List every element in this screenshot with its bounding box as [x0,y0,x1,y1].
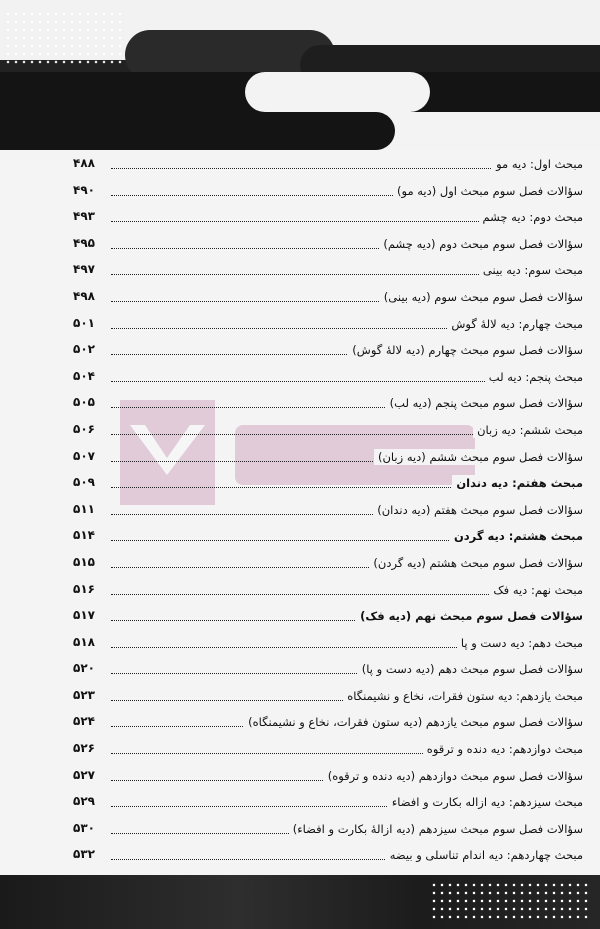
toc-entry-page-number: ۵۰۲ [73,341,98,357]
toc-entry-page-number: ۵۰۵ [73,394,98,410]
toc-entry-title: مبحث نهم: دیه فک [489,582,583,598]
toc-entry-page-number: ۵۱۸ [73,634,98,650]
toc-entry[interactable] [73,205,583,232]
toc-entry[interactable] [73,737,583,764]
toc-entry[interactable] [73,258,583,285]
toc-entry-title: سؤالات فصل سوم مبحث یازدهم (دیه ستون فقرات، نخاع و نشیمنگاه) [244,714,583,730]
toc-entry[interactable] [73,418,583,445]
toc-entry-page-number: ۵۲۰ [73,660,98,676]
toc-entry-page-number: ۵۳۲ [73,846,98,862]
toc-entry-title: سؤالات فصل سوم مبحث دهم (دیه دست و پا) [358,661,583,677]
toc-entry-page-number: ۴۹۰ [73,182,98,198]
toc-entry[interactable] [73,604,583,631]
toc-entry-title: مبحث اول: دیه مو [492,156,583,172]
toc-entry-title: سؤالات فصل سوم مبحث سیزدهم (دیه ازالهٔ بکارت و افضاء) [289,821,583,837]
toc-entry-page-number: ۵۲۴ [73,713,98,729]
toc-entry[interactable] [73,790,583,817]
toc-entry[interactable] [73,152,583,179]
toc-entry-title: مبحث دهم: دیه دست و پا [457,635,583,651]
toc-entry[interactable] [73,551,583,578]
toc-entry-title: سؤالات فصل سوم مبحث هفتم (دیه دندان) [373,502,583,518]
toc-entry[interactable] [73,338,583,365]
toc-entry-page-number: ۴۹۷ [73,261,98,277]
toc-entry-page-number: ۵۲۷ [73,767,98,783]
toc-entry-title: سؤالات فصل سوم مبحث دوازدهم (دیه دنده و ترقوه) [324,768,583,784]
toc-entry-title: سؤالات فصل سوم مبحث نهم (دیه فک) [356,608,583,624]
toc-entry[interactable] [73,764,583,791]
toc-entry[interactable] [73,179,583,206]
toc-entry-page-number: ۵۳۰ [73,820,98,836]
toc-entry-page-number: ۴۹۸ [73,288,98,304]
header-band [330,112,395,150]
toc-entry[interactable] [73,843,583,870]
header-cutout [245,72,430,112]
toc-entry-title: مبحث سیزدهم: دیه ازاله بکارت و افضاء [388,794,583,810]
toc-entry-title: سؤالات فصل سوم مبحث دوم (دیه چشم) [379,236,583,252]
toc-entry[interactable] [73,817,583,844]
toc-entry[interactable] [73,471,583,498]
toc-entry-page-number: ۴۹۵ [73,235,98,251]
toc-entry-title: مبحث هشتم: دیه گردن [450,528,583,544]
toc-entry[interactable] [73,498,583,525]
toc-entry-title: مبحث دوم: دیه چشم [479,209,584,225]
toc-entry-title: مبحث ششم: دیه زبان [473,422,583,438]
toc-entry[interactable] [73,445,583,472]
toc-entry[interactable] [73,631,583,658]
toc-entry[interactable] [73,285,583,312]
toc-entry-title: مبحث چهاردهم: دیه اندام تناسلی و بیضه [386,847,583,863]
toc-entry[interactable] [73,578,583,605]
toc-entry[interactable] [73,232,583,259]
toc-entry-title: سؤالات فصل سوم مبحث اول (دیه مو) [393,183,583,199]
toc-entry-title: سؤالات فصل سوم مبحث ششم (دیه زبان) [374,449,583,465]
toc-entry-page-number: ۵۱۵ [73,554,98,570]
toc-entry-page-number: ۵۱۶ [73,581,98,597]
toc-entry[interactable] [73,365,583,392]
toc-entry-page-number: ۵۰۷ [73,448,98,464]
decorative-footer [0,875,600,929]
toc-entry[interactable] [73,524,583,551]
toc-entry-page-number: ۵۰۹ [73,474,98,490]
toc-entry-title: مبحث دوازدهم: دیه دنده و ترقوه [423,741,583,757]
dot-pattern [430,881,590,921]
toc-entry-page-number: ۵۱۷ [73,607,98,623]
toc-entry[interactable] [73,312,583,339]
toc-entry-title: مبحث یازدهم: دیه ستون فقرات، نخاع و نشیمنگاه [343,688,583,704]
toc-entry-title: سؤالات فصل سوم مبحث پنجم (دیه لب) [386,395,583,411]
toc-entry-page-number: ۵۱۱ [73,501,98,517]
toc-entry-title: مبحث چهارم: دیه لالهٔ گوش [447,316,583,332]
dot-pattern [4,10,124,65]
toc-entry-page-number: ۴۸۸ [73,155,98,171]
toc-entry-page-number: ۵۲۶ [73,740,98,756]
toc-entry-title: مبحث پنجم: دیه لب [485,369,583,385]
toc-entry-page-number: ۵۰۴ [73,368,98,384]
decorative-header [0,0,600,150]
toc-entry-page-number: ۵۰۱ [73,315,98,331]
toc-entry-page-number: ۵۲۹ [73,793,98,809]
toc-entry[interactable] [73,391,583,418]
toc-entry[interactable] [73,710,583,737]
toc-entry-title: سؤالات فصل سوم مبحث هشتم (دیه گردن) [369,555,583,571]
toc-entry-page-number: ۴۹۳ [73,208,98,224]
toc-entry-page-number: ۵۰۶ [73,421,98,437]
toc-entry-title: سؤالات فصل سوم مبحث چهارم (دیه لالهٔ گوش) [348,342,583,358]
toc-entry[interactable] [73,684,583,711]
toc-entry-title: سؤالات فصل سوم مبحث سوم (دیه بینی) [380,289,583,305]
toc-entry-page-number: ۵۱۴ [73,527,98,543]
table-of-contents [73,152,583,870]
toc-entry-page-number: ۵۲۳ [73,687,98,703]
toc-entry-title: مبحث هفتم: دیه دندان [452,475,583,491]
toc-entry[interactable] [73,657,583,684]
toc-entry-title: مبحث سوم: دیه بینی [479,262,583,278]
